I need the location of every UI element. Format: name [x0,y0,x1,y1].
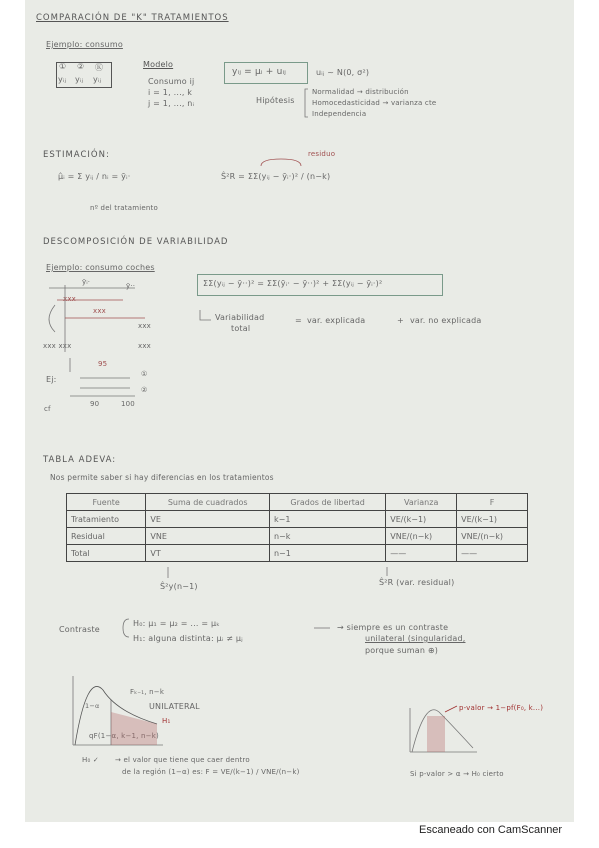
descomposicion-heading: DESCOMPOSICIÓN DE VARIABILIDAD [43,237,229,247]
diagram-label: ȳ·· [126,282,136,290]
grid-cell: ① [59,62,67,71]
verbal-arrow [200,310,211,320]
h0-label: H₀ ✓ [82,756,99,764]
mu-formula: μ̂ᵢ = Σ yᵢⱼ / nᵢ = ȳᵢ· [58,172,131,181]
rejection-region [111,712,157,745]
column-header: Fuente [67,494,146,511]
ej-value: 95 [98,360,108,368]
f-label: Fₖ₋₁, n−k [130,688,165,696]
residuo-note: residuo [308,150,336,158]
hand-drawn-marks [25,0,574,822]
unilateral-label: UNILATERAL [149,702,200,711]
table-cell: VE [146,511,270,528]
below-table-right: Ŝ²R (var. residual) [379,578,455,587]
verbal-term: + [397,316,404,325]
scanned-notes-page [25,0,574,822]
diagram-label: xxx [138,342,152,350]
ej-value: 90 [90,400,100,408]
table-cell: VE/(k−1) [457,511,528,528]
diagram-label: xxx [93,307,107,315]
table-cell: VNE/(n−k) [457,528,528,545]
table-cell: Residual [67,528,146,545]
verbal-term: Variabilidad [215,313,265,322]
grid-cell: yᵢⱼ [58,75,67,84]
contraste-h1: H₁: alguna distinta: μᵢ ≠ μⱼ [133,634,243,643]
ej-label: Ej: [46,375,57,384]
hipotesis-item: Independencia [312,110,367,118]
example-consumo: Ejemplo: consumo [46,40,123,49]
modelo-line: j = 1, ..., nᵢ [148,99,195,108]
ej-value: 100 [121,400,135,408]
modelo-line: Consumo ij [148,77,195,86]
s2-formula: Ŝ²R = ΣΣ(yᵢⱼ − ȳᵢ·)² / (n−k) [221,172,331,181]
table-cell: VNE [146,528,270,545]
ej-value: cf [44,405,51,413]
below-table-left: Ŝ²y(n−1) [160,582,198,591]
contraste-brace [123,619,129,637]
quantile-label: qF(1−α, k−1, n−k) [89,732,159,740]
diagram-label: xxx xxx [43,342,72,350]
contraste-note: porque suman ⊕) [365,646,439,655]
diagram-label: xxx [63,295,77,303]
decomposition-formula: ΣΣ(yᵢⱼ − ȳ··)² = ΣΣ(ȳᵢ· − ȳ··)² + ΣΣ(yᵢⱼ − ȳᵢ·)² [203,279,383,288]
table-cell: —— [457,545,528,562]
residuo-brace [261,159,301,166]
ej-value: ② [141,386,148,394]
table-cell: Total [67,545,146,562]
table-cell: n−k [269,528,385,545]
pvalue-label: p-valor → 1−pf(F₀, k...) [459,704,544,712]
verbal-term: = [295,316,302,325]
model-formula: yᵢⱼ = μᵢ + uᵢⱼ [232,67,287,77]
pvalue-note: Si p-valor > α → H₀ cierto [410,770,504,778]
table-cell: —— [386,545,457,562]
rule-line: → el valor que tiene que caer dentro [115,756,250,764]
grid-cell: ② [77,62,85,71]
h1-label: H₁ [162,717,171,725]
grid-cell: Ⓚ [95,63,104,72]
tabla-heading: TABLA ADEVA: [43,455,117,465]
hipotesis-label: Hipótesis [256,96,295,105]
column-header: F [457,494,528,511]
hipotesis-item: Homocedasticidad → varianza cte [312,99,437,107]
estimacion-note: nº del tratamiento [90,204,158,212]
camscanner-footer: Escaneado con CamScanner [419,824,563,836]
grid-cell: yᵢⱼ [93,75,102,84]
pvalue-region [427,716,445,752]
column-header: Grados de libertad [269,494,385,511]
descomposicion-example: Ejemplo: consumo coches [46,263,155,272]
table-cell: k−1 [269,511,385,528]
table-cell: VNE/(n−k) [386,528,457,545]
column-header: Varianza [386,494,457,511]
contraste-label: Contraste [59,625,100,634]
contraste-note: → siempre es un contraste [337,623,449,632]
page-title: COMPARACIÓN DE "K" TRATAMIENTOS [36,13,229,23]
table-cell: n−1 [269,545,385,562]
model-distribution: uᵢⱼ ~ N(0, σ²) [316,68,370,77]
contraste-h0: H₀: μ₁ = μ₂ = ... = μₖ [133,619,220,628]
table-cell: VT [146,545,270,562]
hipotesis-bracket [305,89,308,117]
modelo-heading: Modelo [143,60,174,69]
ej-value: ① [141,370,148,378]
modelo-line: i = 1, ..., k [148,88,193,97]
rule-line: de la región (1−α) es: F = VE/(k−1) / VNE/(n−k) [122,768,300,776]
table-cell: VE/(k−1) [386,511,457,528]
verbal-term: var. explicada [307,316,366,325]
diagram-label: xxx [138,322,152,330]
grid-cell: yᵢⱼ [75,75,84,84]
verbal-term: total [231,324,251,333]
tabla-subtitle: Nos permite saber si hay diferencias en los tratamientos [50,473,274,482]
hipotesis-item: Normalidad → distribución [312,88,409,96]
diagram-label: ȳᵢ· [82,278,91,286]
verbal-term: var. no explicada [410,316,482,325]
pvalue-arrow [445,706,457,712]
table-cell: Tratamiento [67,511,146,528]
column-header: Suma de cuadrados [146,494,270,511]
curve-mark [49,305,55,332]
contraste-note: unilateral (singularidad, [365,634,466,643]
alpha-label: 1−α [85,702,100,710]
estimacion-heading: ESTIMACIÓN: [43,150,110,160]
